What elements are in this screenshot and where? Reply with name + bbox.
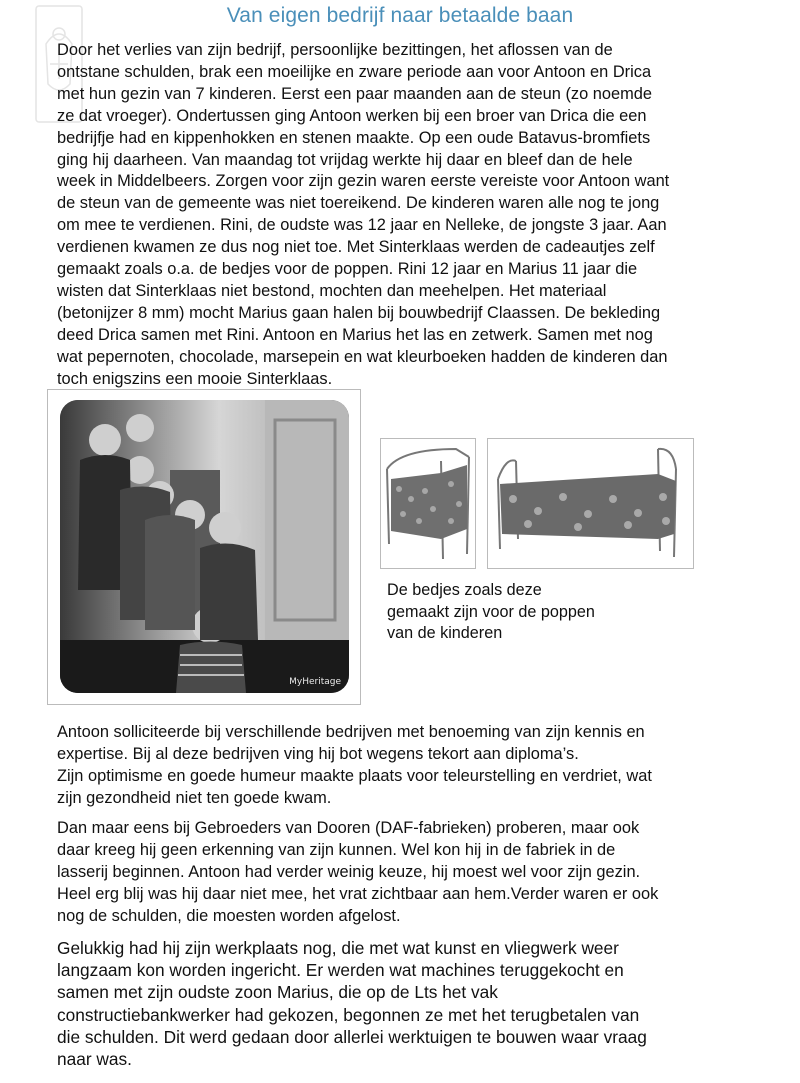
page-title: Van eigen bedrijf naar betaalde baan xyxy=(226,4,574,27)
doll-bed-image-1 xyxy=(381,439,475,568)
paragraph-workshop: Gelukkig had hij zijn werkplaats nog, die met wat kunst en vliegwerk weer langzaam kon worden ingericht. Er werden wat machines teruggekocht en samen met zijn oudste zoon Marius, die op de Lts het vak constructiebankwerker had gekozen, begonnen ze met het terugbetalen van die schulden. Dit werd gedaan door allerlei werktuigen te bouwen waar vraag naar was. xyxy=(57,938,647,1070)
doll-bed-image-2 xyxy=(488,439,693,568)
beds-caption: De bedjes zoals deze gemaakt zijn voor de poppen van de kinderen xyxy=(387,581,595,643)
doll-bed-photo-1 xyxy=(380,438,476,569)
family-photo-image xyxy=(60,400,349,693)
doll-bed-photo-2 xyxy=(487,438,694,569)
paragraph-daf: Dan maar eens bij Gebroeders van Dooren (DAF-fabrieken) proberen, maar ook daar kreeg hij geen erkenning van zijn kunnen. Wel kon hij in de fabriek in de lasserij beginnen. Antoon had verder weinig keuze, hij moest wel voor zijn gezin. Heel erg blij was hij daar niet mee, het vrat zichtbaar aan hem.Verder waren er ook nog de schulden, die moesten worden afgelost. xyxy=(57,819,659,925)
photo-watermark: MyHeritage xyxy=(289,677,341,687)
paragraph-applications: Antoon solliciteerde bij verschillende bedrijven met benoeming van zijn kennis en expertise. Bij al deze bedrijven ving hij bot wegens tekort aan diploma’s. Zijn optimisme en goede humeur maakte plaats voor teleurstelling en verdriet, wat zijn gezondheid niet ten goede kwam. xyxy=(57,723,652,807)
paragraph-intro: Door het verlies van zijn bedrijf, persoonlijke bezittingen, het aflossen van de ontstane schulden, brak een moeilijke en zware periode aan voor Antoon en Drica met hun gezin van 7 kinderen. Eerst een paar maanden aan de steun (zo noemde ze dat vroeger). Ondertussen ging Antoon werken bij een broer van Drica die een bedrijfje had en kippenhokken en stenen maakte. Op een oude Batavus-bromfiets ging hij daarheen. Van maandag tot vrijdag werkte hij daar en bleef dan de hele week in Middelbeers. Zorgen voor zijn gezin waren eerste vereiste voor Antoon want de steun van de gemeente was niet toereikend. De kinderen waren alle nog te jong om mee te verdienen. Rini, de oudste was 12 jaar en Nelleke, de jongste 3 jaar. Aan verdienen kwamen ze dus nog niet toe. Met Sinterklaas werden de cadeautjes zelf gemaakt zoals o.a. de bedjes voor de poppen. Rini 12 jaar en Marius 11 jaar die wisten dat Sinterklaas niet bestond, mochten dan meehelpen. Het materiaal (betonijzer 8 mm) mocht Marius gaan halen bij bouwbedrijf Claassen. De bekleding deed Drica samen met Rini. Antoon en Marius het las en zetwerk. Samen met nog wat pepernoten, chocolade, marsepein en wat kleurboeken hadden de kinderen dan toch enigszins een mooie Sinterklaas. xyxy=(57,41,670,388)
family-photo xyxy=(60,400,349,693)
family-photo-frame xyxy=(47,389,361,705)
